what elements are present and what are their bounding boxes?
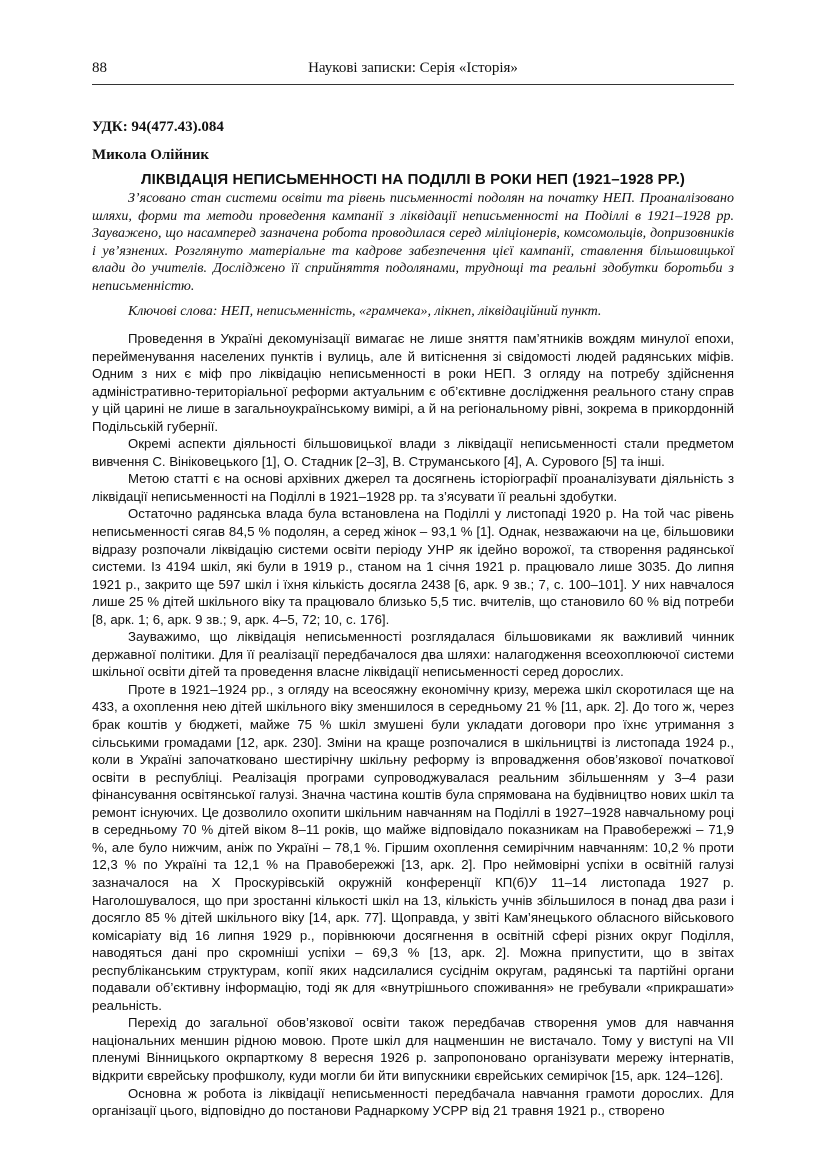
body-paragraph: Зауважимо, що ліквідація неписьменності розглядалася більшовиками як важливий чинник державної політики. Для її реалізації передбачалося два шляхи: налагодження всеохоплюючої системи шкільної освіти дітей та проведення власне ліквідації неписьменності серед дорослих. <box>92 629 734 680</box>
body-paragraph: Проведення в Україні декомунізації вимагає не лише зняття пам’ятників вождям минулої епохи, перейменування населених пунктів і вулиць, але й витіснення зі свідомості людей радянських міфів. Одним з них є міф про ліквідацію неписьменності в роки НЕП. З огляду на потребу здійснення адміністративно-територіальної реформи актуальним є об’єктивне дослідження реального стану справ у цій царині не лише в загальноукраїнському вимірі, а й на регіональному рівні, зокрема в прикордонній Подільській губернії. <box>92 331 734 434</box>
body-paragraph: Окремі аспекти діяльності більшовицької влади з ліквідації неписьменності стали предметом вивчення С. Вініковецького [1], О. Стадник [2–3], В. Струманського [4], А. Сурового [5] та інші. <box>92 436 734 469</box>
author-name: Микола Олійник <box>92 147 210 163</box>
article-title: ЛІКВІДАЦІЯ НЕПИСЬМЕННОСТІ НА ПОДІЛЛІ В РОКИ НЕП (1921–1928 РР.) <box>140 171 686 188</box>
body-paragraph: Перехід до загальної обов’язкової освіти також передбачав створення умов для навчання національних меншин рідною мовою. Проте шкіл для нацменшин не вистачало. Тому у виступі на VII пленумі Вінницького окрпарткому 8 вересня 1926 р. запропоновано організувати мережу інтернатів, відкрити єврейську профшколу, куди могли би йти випускники єврейських семирічок [15, арк. 124–126]. <box>92 1015 734 1083</box>
abstract: З’ясовано стан системи освіти та рівень письменності подолян на початку НЕП. Проаналізовано шляхи, форми та методи проведення кампанії з ліквідації неписьменності на Поділлі в 1921–1928 рр. Зауважено, що насамперед зазначена робота проводилася серед міліціонерів, комсомольців, допризовників і ув’язнених. Розглянуто матеріальне та кадрове забезпечення цієї кампанії, ставлення більшовицької влади до учителів. Досліджено її сприйняття подолянами, труднощі та реальні здобутки боротьби з неписьменністю. <box>92 191 734 294</box>
body-paragraph: Основна ж робота із ліквідації неписьменності передбачала навчання грамоти дорослих. Для організації цього, відповідно до постанови Раднаркому УСРР від 21 травня 1921 р., створено <box>92 1085 734 1119</box>
running-header <box>92 58 734 85</box>
body-paragraph: Остаточно радянська влада була встановлена на Поділлі у листопаді 1920 р. На той час рівень неписьменності сягав 84,5 % подолян, а серед жінок – 93,1 % [1]. Однак, незважаючи на це, більшовики відразу розпочали ліквідацію системи освіти періоду УНР як ідейно ворожої, та створення радянської системи. Із 4194 шкіл, які були в 1919 р., станом на 1 січня 1921 р. працювало лише 3035. До липня 1921 р., закрито ще 597 шкіл і їхня кількість досягла 2438 [6, арк. 9 зв.; 7, с. 100–101]. У них навчалося лише 25 % дітей шкільного віку та працювало близько 5,5 тис. вчителів, що становило 60 % від потреби [8, арк. 1; 6, арк. 9 зв.; 9, арк. 4–5, 72; 10, с. 176]. <box>92 506 734 627</box>
page-number: 88 <box>92 60 107 76</box>
body-paragraph: Проте в 1921–1924 рр., з огляду на всеосяжну економічну кризу, мережа шкіл скоротилася ще на 433, а охоплення нею дітей шкільного віку зменшилося в середньому 21 % [11, арк. 2]. До того ж, через брак коштів у бюджеті, майже 75 % шкіл змушені були укладати договори про їхнє утримання з сільськими громадами [12, арк. 230]. Зміни на краще розпочалися в шкільництві із листопада 1924 р., коли в Україні започатковано шестирічну шкільну реформу із впровадження обов’язкової початкової освіти в республіці. Реалізація програми супроводжувалася реальним збільшенням у 3–4 рази фінансування освітянської галузі. Значна частина коштів була спрямована на будівництво нових шкіл та ремонт існуючих. Це дозволило охопити шкільним навчанням на Поділлі в 1927–1928 навчальному році в середньому 70 % дітей віком 8–11 років, що майже відповідало показникам на Правобережжі – 71,9 %, але було нижчим, аніж по Україні – 78,1 %. Гіршим охоплення семирічним навчанням: 10,2 % проти 12,3 % по Україні та 12,1 % на Правобережжі [13, арк. 2]. Про неймовірні успіхи в освітній галузі зазначалося на Х Проскурівській окружній конференції КП(б)У 11–14 листопада 1927 р. Наголошувалося, що при зростанні кількості шкіл на 13, кількість учнів збільшилося в понад два рази і досягло 85 % дітей шкільного віку [14, арк. 77]. Щоправда, у звіті Кам’янецького обласного військового комісаріату від 16 липня 1929 р., порівнюючи досягнення в освітній сфері різних округ Поділля, наводяться дані про скромніші успіхи – 69,3 % [13, арк. 2]. Можна припустити, що в звітах республіканським структурам, копії яких надсилалися сусіднім округам, радянські та партійні органи подавали об’єктивну інформацію, тоді як для «внутрішнього споживання» не гребували «прикрашати» реальність. <box>92 681 734 1013</box>
article-body <box>92 330 734 1120</box>
udk-code: УДК: 94(477.43).084 <box>92 119 224 135</box>
keywords: Ключові слова: НЕП, неписьменність, «грамчека», лікнеп, ліквідаційний пункт. <box>128 304 602 319</box>
journal-title: Наукові записки: Серія «Історія» <box>308 60 518 76</box>
body-paragraph: Метою статті є на основі архівних джерел та досягнень історіографії проаналізувати діяльність з ліквідації неписьменності на Поділлі в 1921–1928 рр. та з’ясувати її реальні здобутки. <box>92 471 734 504</box>
